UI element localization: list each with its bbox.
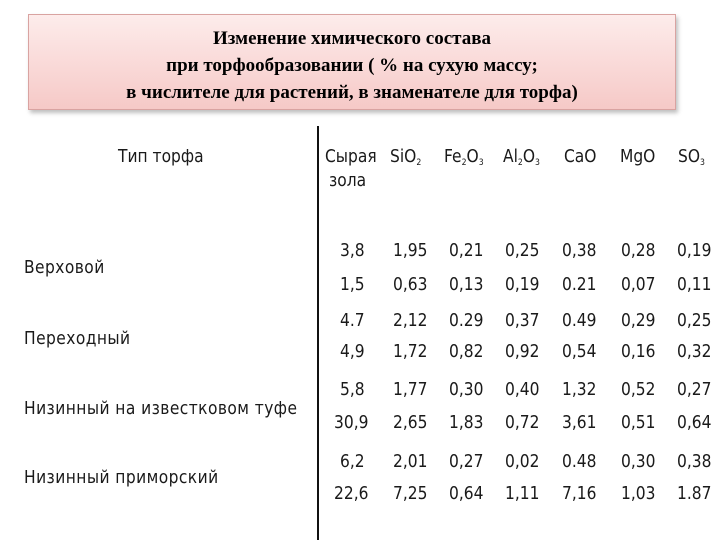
- value-cell: 0,13: [449, 274, 484, 295]
- value-cell: 0.29: [449, 310, 484, 331]
- header-cao: CaO: [564, 146, 597, 167]
- value-cell: 0,27: [449, 451, 484, 472]
- header-al2o3: $Al_2O_3$: [503, 146, 540, 168]
- value-cell: 30,9: [334, 412, 369, 433]
- value-cell: 0,27: [677, 379, 712, 400]
- title-line-2: при торфообразовании ( % на сухую массу;: [166, 55, 538, 76]
- value-cell: 0,38: [562, 240, 597, 261]
- value-cell: 0,54: [562, 341, 597, 362]
- title-banner: [28, 14, 676, 110]
- value-cell: 0,11: [677, 274, 712, 295]
- value-cell: 0,52: [621, 379, 656, 400]
- value-cell: 0,63: [393, 274, 428, 295]
- value-cell: 0,51: [621, 412, 656, 433]
- value-cell: 0,29: [621, 310, 656, 331]
- header-sio2: SiO$_2$: [390, 146, 422, 168]
- value-cell: 3,8: [340, 240, 365, 261]
- value-cell: 0,30: [621, 451, 656, 472]
- value-cell: 7,25: [393, 483, 428, 504]
- value-cell: 22,6: [334, 483, 369, 504]
- value-cell: 0.49: [562, 310, 597, 331]
- value-cell: 6,2: [340, 451, 365, 472]
- value-cell: 0,64: [449, 483, 484, 504]
- value-cell: 1.87: [677, 483, 712, 504]
- header-mgo: MgO: [620, 146, 656, 167]
- row-label-verkhovoy: Верховой: [24, 257, 105, 278]
- value-cell: 1,11: [505, 483, 540, 504]
- value-cell: 0,28: [621, 240, 656, 261]
- value-cell: 0,25: [505, 240, 540, 261]
- value-cell: 0,32: [677, 341, 712, 362]
- value-cell: 0,19: [677, 240, 712, 261]
- value-cell: 0,02: [505, 451, 540, 472]
- row-label-nizinny-tufe: Низинный на известковом туфе: [24, 398, 298, 419]
- title-line-1: Изменение химического состава: [213, 28, 491, 49]
- value-cell: 1,32: [562, 379, 597, 400]
- value-cell: 2,01: [393, 451, 428, 472]
- value-cell: 2,65: [393, 412, 428, 433]
- value-cell: 0,72: [505, 412, 540, 433]
- value-cell: 0.48: [562, 451, 597, 472]
- header-raw-ash-line2: зола: [329, 170, 367, 191]
- value-cell: 4,9: [340, 341, 365, 362]
- row-label-perekhodny: Переходный: [24, 328, 131, 349]
- value-cell: 0,30: [449, 379, 484, 400]
- value-cell: 0,25: [677, 310, 712, 331]
- value-cell: 1,72: [393, 341, 428, 362]
- row-label-nizinny-primorsky: Низинный приморский: [24, 467, 219, 488]
- value-cell: 0,38: [677, 451, 712, 472]
- value-cell: 1,5: [340, 274, 365, 295]
- header-raw-ash-line1: Сырая: [325, 146, 377, 167]
- value-cell: 3,61: [562, 412, 597, 433]
- title-line-3: в числителе для растений, в знаменателе для торфа): [126, 82, 578, 103]
- value-cell: 0,82: [449, 341, 484, 362]
- value-cell: 2,12: [393, 310, 428, 331]
- value-cell: 0,40: [505, 379, 540, 400]
- value-cell: 1,03: [621, 483, 656, 504]
- value-cell: 0,37: [505, 310, 540, 331]
- value-cell: 7,16: [562, 483, 597, 504]
- header-peat-type: Тип торфа: [118, 146, 204, 167]
- header-fe2o3: $Fe_2O_3$: [444, 146, 484, 168]
- value-cell: 1,77: [393, 379, 428, 400]
- value-cell: 0,21: [449, 240, 484, 261]
- value-cell: 1,83: [449, 412, 484, 433]
- value-cell: 0,16: [621, 341, 656, 362]
- header-so3: $SO_3$: [678, 146, 705, 168]
- value-cell: 5,8: [340, 379, 365, 400]
- value-cell: 0,64: [677, 412, 712, 433]
- value-cell: 0.21: [562, 274, 597, 295]
- value-cell: 0,19: [505, 274, 540, 295]
- value-cell: 4.7: [340, 310, 365, 331]
- value-cell: 1,95: [393, 240, 428, 261]
- value-cell: 0,92: [505, 341, 540, 362]
- column-divider: [317, 126, 319, 540]
- value-cell: 0,07: [621, 274, 656, 295]
